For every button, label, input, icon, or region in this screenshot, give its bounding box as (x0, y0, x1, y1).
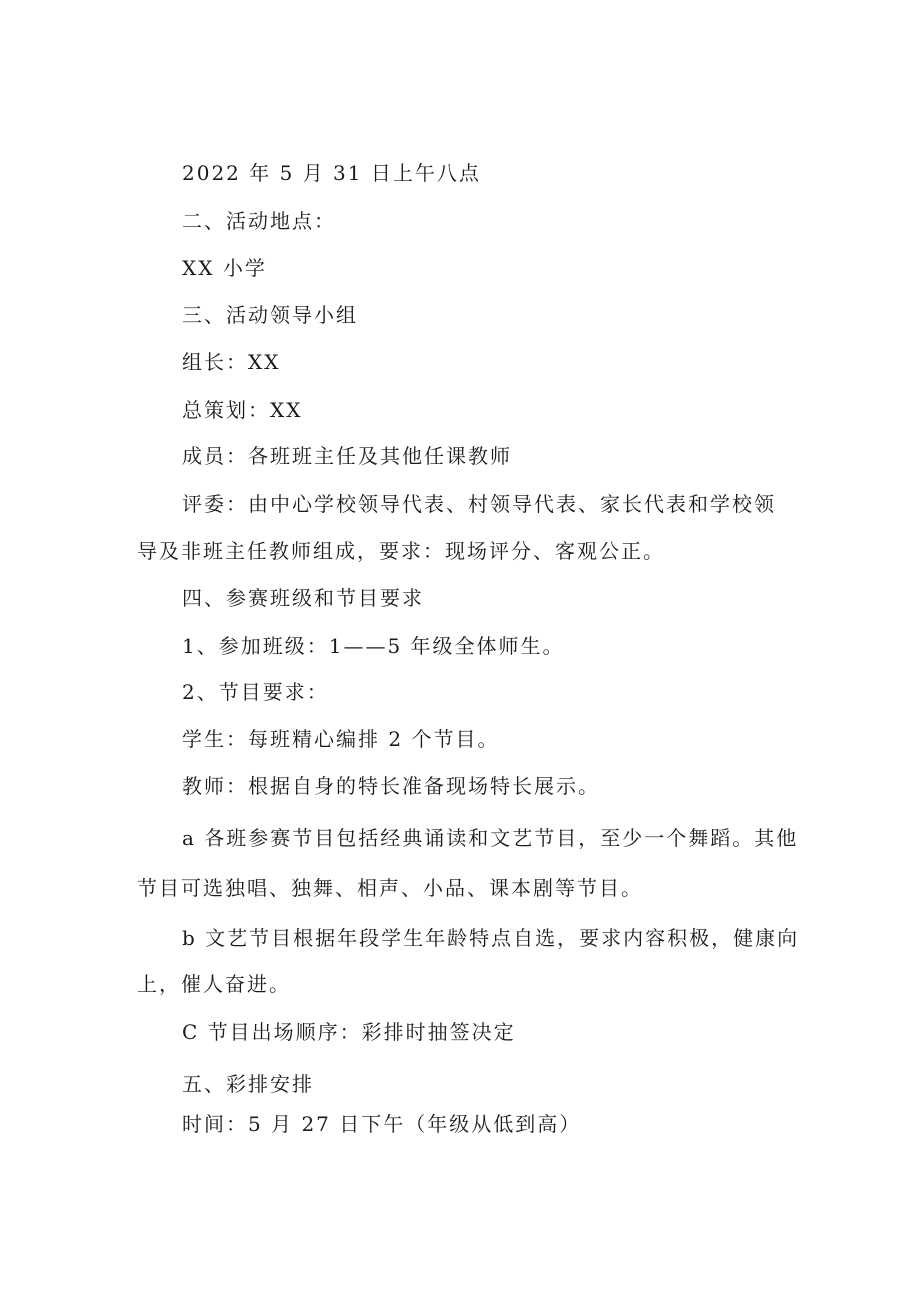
item-b-line-2: 上，催人奋进。 (137, 972, 291, 996)
teachers-requirement-line: 教师：根据自身的特长准备现场特长展示。 (182, 774, 600, 798)
event-time-value: 2022 年 5 月 31 日上午八点 (182, 161, 481, 185)
section-heading-classes: 四、参赛班级和节目要求 (182, 586, 424, 610)
judges-line-2: 导及非班主任教师组成，要求：现场评分、客观公正。 (137, 539, 665, 563)
item-a-line-2: 节目可选独唱、独舞、相声、小品、课本剧等节目。 (137, 876, 643, 900)
participating-classes-line: 1、参加班级：1——5 年级全体师生。 (182, 634, 565, 658)
program-requirements-heading: 2、节目要求： (182, 680, 329, 704)
members-line: 成员：各班班主任及其他任课教师 (182, 444, 512, 468)
group-leader-line: 组长：XX (182, 350, 281, 374)
chief-planner-line: 总策划：XX (182, 398, 303, 422)
judges-line-1: 评委：由中心学校领导代表、村领导代表、家长代表和学校领 (182, 492, 776, 516)
item-c-line: C 节目出场顺序：彩排时抽签决定 (182, 1020, 516, 1044)
students-requirement-line: 学生：每班精心编排 2 个节目。 (182, 727, 500, 751)
rehearsal-time-line: 时间：5 月 27 日下午（年级从低到高） (182, 1112, 582, 1136)
venue-value: XX 小学 (182, 256, 267, 280)
section-heading-venue: 二、活动地点： (182, 209, 336, 233)
section-heading-leadership: 三、活动领导小组 (182, 303, 358, 327)
item-a-line-1: a 各班参赛节目包括经典诵读和文艺节目，至少一个舞蹈。其他 (182, 826, 799, 850)
section-heading-rehearsal: 五、彩排安排 (182, 1072, 314, 1096)
item-b-line-1: b 文艺节目根据年段学生年龄特点自选，要求内容积极，健康向 (182, 926, 800, 950)
